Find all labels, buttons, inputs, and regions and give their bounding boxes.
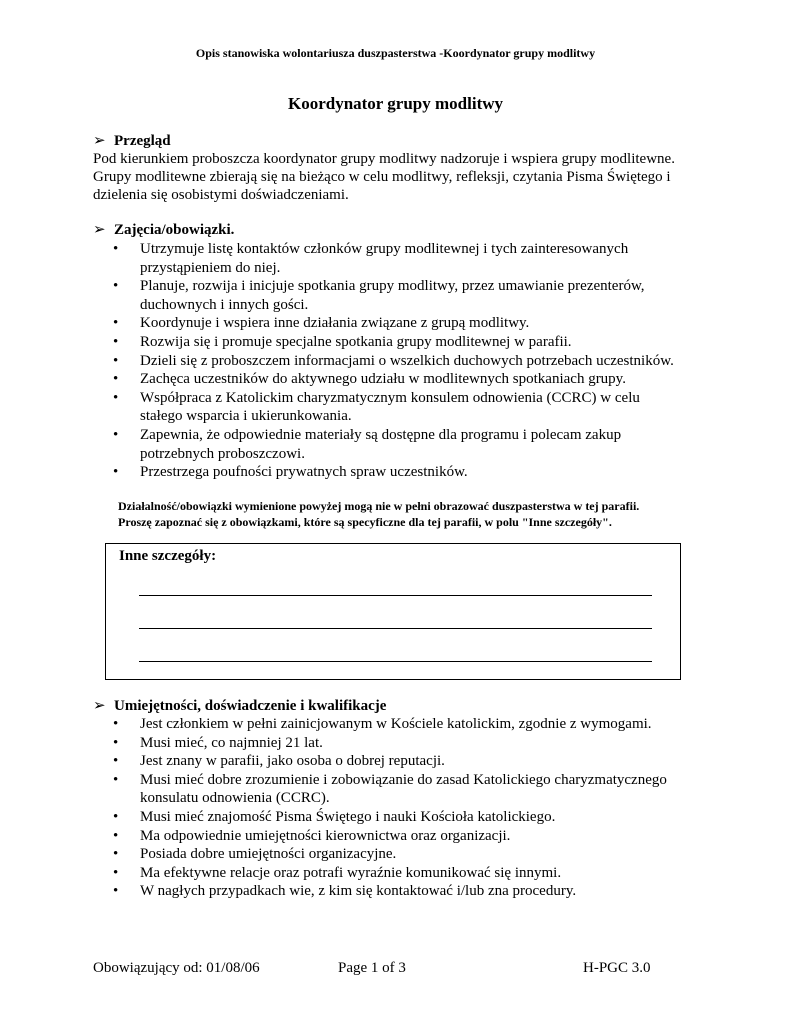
bullet-icon: • — [113, 315, 119, 332]
overview-heading-label: Przegląd — [114, 133, 171, 149]
bullet-icon: • — [113, 864, 119, 881]
list-item — [113, 277, 703, 314]
list-item — [113, 314, 703, 333]
list-item-text: Musi mieć znajomość Pisma Świętego i nauki Kościoła katolickiego. — [140, 808, 556, 825]
footer-effective-date: Obowiązujący od: 01/08/06 — [93, 960, 260, 976]
list-item-text: Jest znany w parafii, jako osoba o dobrej reputacji. — [140, 753, 445, 770]
bullet-icon: • — [113, 426, 119, 443]
bullet-icon: • — [113, 883, 119, 900]
list-item — [113, 426, 703, 463]
list-item-text: Ma odpowiednie umiejętności kierownictwa oraz organizacji. — [140, 827, 511, 844]
bullet-icon: • — [113, 771, 119, 788]
bullet-icon: • — [113, 278, 119, 295]
bullet-icon: • — [113, 808, 119, 825]
parish-note-line: Proszę zapoznać się z obowiązkami, które są specyficzne dla tej parafii, w polu "Inne szczegóły". — [118, 515, 612, 529]
other-details-label: Inne szczegóły: — [119, 548, 217, 564]
duties-heading-label: Zajęcia/obowiązki. — [114, 222, 235, 238]
other-details-box — [105, 543, 681, 680]
qualifications-heading — [93, 697, 386, 715]
list-item-text: konsulatu odnowienia (CCRC). — [140, 790, 330, 807]
bullet-icon: • — [113, 753, 119, 770]
list-item-text: Planuje, rozwija i inicjuje spotkania grupy modlitwy, przez umawianie prezenterów, — [140, 278, 645, 295]
list-item — [113, 882, 703, 901]
bullet-icon: • — [113, 333, 119, 350]
arrow-bullet-icon: ➢ — [93, 222, 106, 238]
list-item-text: potrzebnych proboszczowi. — [140, 445, 305, 462]
overview-line: dzielenia się osobistymi doświadczeniami. — [93, 187, 349, 203]
list-item-text: Zapewnia, że odpowiednie materiały są dostępne dla programu i polecam zakup — [140, 426, 622, 443]
overview-heading — [93, 132, 171, 150]
bullet-icon: • — [113, 352, 119, 369]
list-item-text: Musi mieć dobre zrozumienie i zobowiązanie do zasad Katolickiego charyzmatycznego — [140, 771, 667, 788]
other-details-blank-line[interactable] — [139, 595, 652, 596]
list-item-text: Musi mieć, co najmniej 21 lat. — [140, 734, 323, 751]
list-item — [113, 845, 703, 864]
list-item — [113, 752, 703, 771]
list-item — [113, 333, 703, 352]
list-item — [113, 827, 703, 846]
bullet-icon: • — [113, 241, 119, 257]
list-item-text: W nagłych przypadkach wie, z kim się kontaktować i/lub zna procedury. — [140, 883, 577, 900]
list-item-text: Koordynuje i wspiera inne działania związane z grupą modlitwy. — [140, 315, 530, 332]
bullet-icon: • — [113, 464, 119, 481]
footer-page-number: Page 1 of 3 — [338, 960, 406, 976]
qualifications-list — [113, 715, 703, 901]
page-title: Koordynator grupy modlitwy — [287, 94, 504, 113]
arrow-bullet-icon: ➢ — [93, 133, 106, 149]
list-item-text: Ma efektywne relacje oraz potrafi wyraźnie komunikować się innymi. — [140, 864, 562, 881]
overview-paragraph — [93, 150, 713, 204]
list-item-text: Dzieli się z proboszczem informacjami o wszelkich duchowych potrzebach uczestników. — [140, 352, 674, 369]
qualifications-heading-label: Umiejętności, doświadczenie i kwalifikacje — [114, 698, 387, 714]
list-item-text: Utrzymuje listę kontaktów członków grupy modlitewnej i tych zainteresowanych — [140, 241, 629, 257]
arrow-bullet-icon: ➢ — [93, 698, 106, 714]
list-item — [113, 389, 703, 426]
list-item-text: przystąpieniem do niej. — [140, 259, 281, 276]
overview-line: Grupy modlitewne zbierają się na bieżąco w celu modlitwy, refleksji, czytania Pisma Świętego i — [93, 169, 671, 185]
document-header: Opis stanowiska wolontariusza duszpasterstwa -Koordynator grupy modlitwy — [195, 46, 596, 60]
list-item-text: Zachęca uczestników do aktywnego udziału w modlitewnych spotkaniach grupy. — [140, 371, 626, 388]
list-item-text: Posiada dobre umiejętności organizacyjne. — [140, 846, 397, 863]
list-item — [113, 715, 703, 734]
list-item-text: stałego wsparcia i ukierunkowania. — [140, 408, 352, 425]
bullet-icon: • — [113, 846, 119, 863]
bullet-icon: • — [113, 827, 119, 844]
list-item — [113, 370, 703, 389]
list-item — [113, 463, 703, 482]
bullet-icon: • — [113, 389, 119, 406]
overview-line: Pod kierunkiem proboszcza koordynator grupy modlitwy nadzoruje i wspiera grupy modlitewne. — [93, 151, 675, 167]
bullet-icon: • — [113, 716, 119, 732]
list-item — [113, 808, 703, 827]
list-item — [113, 771, 703, 808]
other-details-blank-line[interactable] — [139, 628, 652, 629]
footer-document-code: H-PGC 3.0 — [583, 960, 651, 976]
list-item — [113, 352, 703, 371]
duties-list — [113, 240, 703, 482]
list-item — [113, 864, 703, 883]
list-item-text: Rozwija się i promuje specjalne spotkania grupy modlitewnej w parafii. — [140, 333, 572, 350]
list-item — [113, 240, 703, 277]
parish-note-line: Działalność/obowiązki wymienione powyżej mogą nie w pełni obrazować duszpasterstwa w tej parafii. — [118, 499, 640, 513]
list-item-text: duchownych i innych gości. — [140, 296, 309, 313]
parish-note — [118, 498, 718, 530]
duties-heading — [93, 221, 234, 239]
other-details-blank-line[interactable] — [139, 661, 652, 662]
list-item-text: Współpraca z Katolickim charyzmatycznym konsulem odnowienia (CCRC) w celu — [140, 389, 640, 406]
list-item — [113, 734, 703, 753]
list-item-text: Przestrzega poufności prywatnych spraw uczestników. — [140, 464, 468, 481]
bullet-icon: • — [113, 371, 119, 388]
bullet-icon: • — [113, 734, 119, 751]
list-item-text: Jest członkiem w pełni zainicjowanym w Kościele katolickim, zgodnie z wymogami. — [140, 716, 652, 732]
